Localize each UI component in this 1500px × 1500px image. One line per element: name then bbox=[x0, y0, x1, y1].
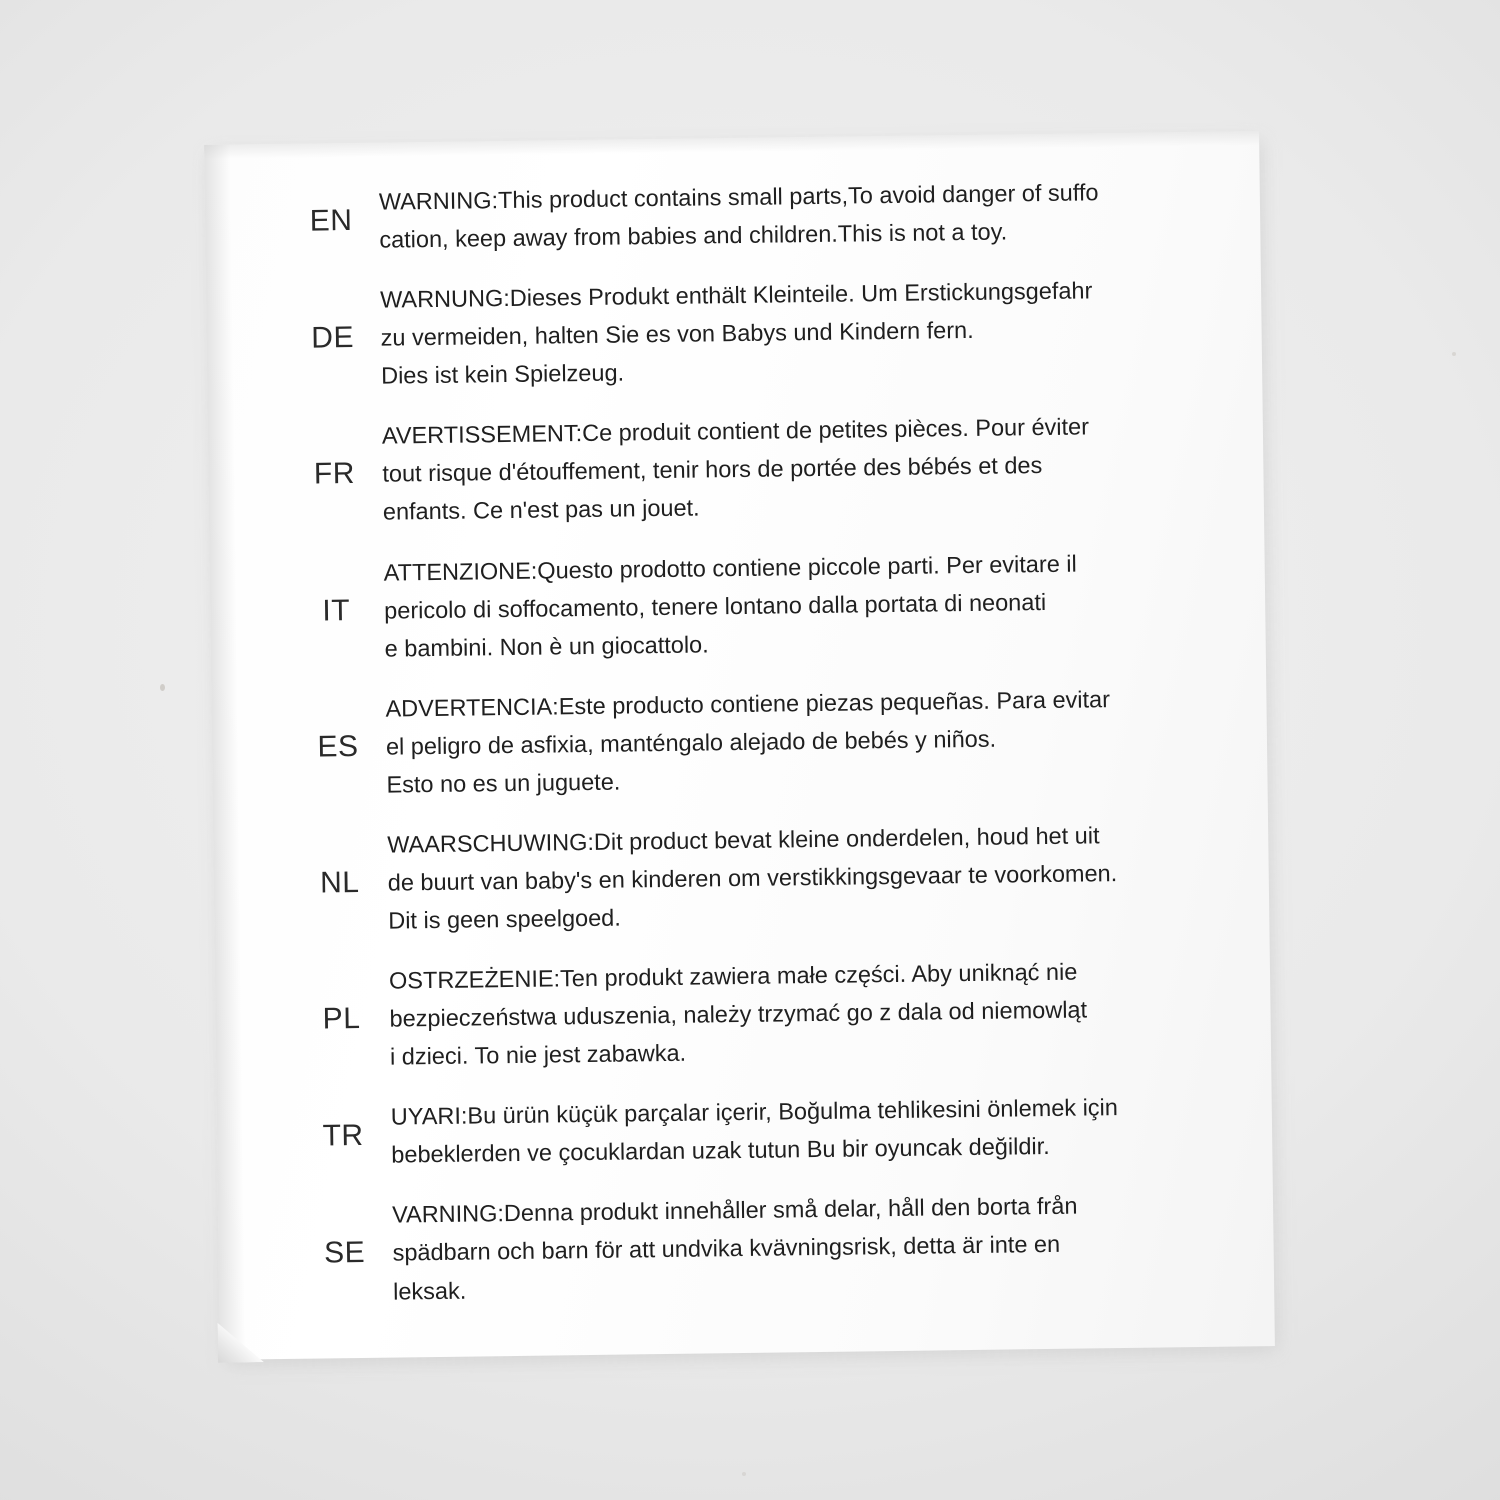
warning-line: OSTRZEŻENIE:Ten produkt zawiera małe części. Aby uniknąć nie bbox=[388, 958, 1078, 994]
language-code-es: ES bbox=[317, 729, 359, 764]
warning-text-en bbox=[379, 172, 1225, 259]
paper-surface bbox=[204, 131, 1275, 1360]
paper-sheet bbox=[204, 131, 1275, 1360]
warning-line: WAARSCHUWING:Dit product bevat kleine onderdelen, houd het uit bbox=[387, 822, 1100, 858]
warning-line: ATTENZIONE:Questo prodotto contiene piccole parti. Per evitare il bbox=[383, 550, 1077, 586]
warning-text-fr bbox=[382, 406, 1228, 531]
warning-text-de bbox=[380, 270, 1226, 395]
warning-text-se bbox=[392, 1185, 1238, 1310]
warning-text-tr bbox=[391, 1087, 1237, 1174]
warning-line: Dit is geen speelgoed. bbox=[388, 904, 621, 934]
language-code-it: IT bbox=[322, 593, 351, 628]
warning-line: bebeklerden ve çocuklardan uzak tutun Bu bir oyuncak değildir. bbox=[391, 1133, 1050, 1168]
warning-line: WARNUNG:Dieses Produkt enthält Kleinteile. Um Erstickungsgefahr bbox=[379, 277, 1093, 313]
warning-line: de buurt van baby's en kinderen om verstikkingsgevaar te voorkomen. bbox=[387, 860, 1118, 896]
warning-entry-nl bbox=[291, 814, 1233, 940]
language-code-en: EN bbox=[309, 204, 353, 238]
warning-line: enfants. Ce n'est pas un jouet. bbox=[382, 494, 700, 526]
warning-entry-en bbox=[283, 172, 1225, 260]
warning-line: Esto no es un juguete. bbox=[386, 768, 621, 798]
dust-speck bbox=[160, 684, 165, 691]
warning-entry-se bbox=[296, 1185, 1238, 1311]
dust-speck bbox=[742, 1472, 746, 1476]
warning-line: el peligro de asfixia, manténgalo alejado de bebés y niños. bbox=[385, 725, 997, 760]
warning-entry-tr bbox=[295, 1087, 1237, 1175]
warning-line: VARNING:Denna produkt innehåller små delar, håll den borta från bbox=[391, 1192, 1078, 1228]
warning-text-it bbox=[383, 542, 1229, 667]
warning-entry-pl bbox=[293, 951, 1235, 1077]
warning-line: Dies ist kein Spielzeug. bbox=[380, 359, 625, 389]
warning-line: leksak. bbox=[392, 1277, 467, 1305]
language-code-de: DE bbox=[311, 321, 355, 355]
language-code-pl: PL bbox=[322, 1002, 361, 1036]
language-code-se: SE bbox=[323, 1236, 366, 1270]
warning-line: i dzieci. To nie jest zabawka. bbox=[389, 1039, 687, 1070]
warning-entry-fr bbox=[286, 406, 1228, 532]
warning-line: spädbarn och barn för att undvika kvävningsrisk, detta är inte en bbox=[392, 1231, 1061, 1267]
language-code-nl: NL bbox=[319, 865, 360, 900]
warning-text-es bbox=[385, 678, 1231, 803]
warning-line: AVERTISSEMENT:Ce produit contient de petites pièces. Pour éviter bbox=[381, 413, 1090, 449]
warning-line: e bambini. Non è un giocattolo. bbox=[384, 631, 709, 662]
warning-line: UYARI:Bu ürün küçük parçalar içerir, Boğulma tehlikesini önlemek için bbox=[390, 1094, 1119, 1130]
warning-line: cation, keep away from babies and children.This is not a toy. bbox=[379, 218, 1008, 253]
warning-list bbox=[283, 172, 1239, 1329]
warning-entry-it bbox=[287, 542, 1229, 668]
warning-line: WARNING:This product contains small parts,To avoid danger of suffo bbox=[378, 179, 1099, 215]
warning-line: ADVERTENCIA:Este producto contiene piezas pequeñas. Para evitar bbox=[385, 685, 1111, 722]
warning-line: zu vermeiden, halten Sie es von Babys und Kindern fern. bbox=[380, 317, 974, 351]
language-code-fr: FR bbox=[313, 457, 356, 491]
warning-entry-de bbox=[284, 270, 1226, 396]
warning-text-nl bbox=[387, 814, 1233, 939]
dust-speck bbox=[1452, 352, 1456, 356]
warning-entry-es bbox=[289, 678, 1231, 804]
language-code-tr: TR bbox=[322, 1119, 364, 1153]
warning-line: tout risque d'étouffement, tenir hors de portée des bébés et des bbox=[382, 452, 1043, 488]
warning-line: bezpieczeństwa uduszenia, należy trzymać go z dala od niemowląt bbox=[389, 996, 1088, 1032]
warning-line: pericolo di soffocamento, tenere lontano dalla portata di neonati bbox=[384, 588, 1047, 624]
warning-text-pl bbox=[389, 951, 1235, 1076]
